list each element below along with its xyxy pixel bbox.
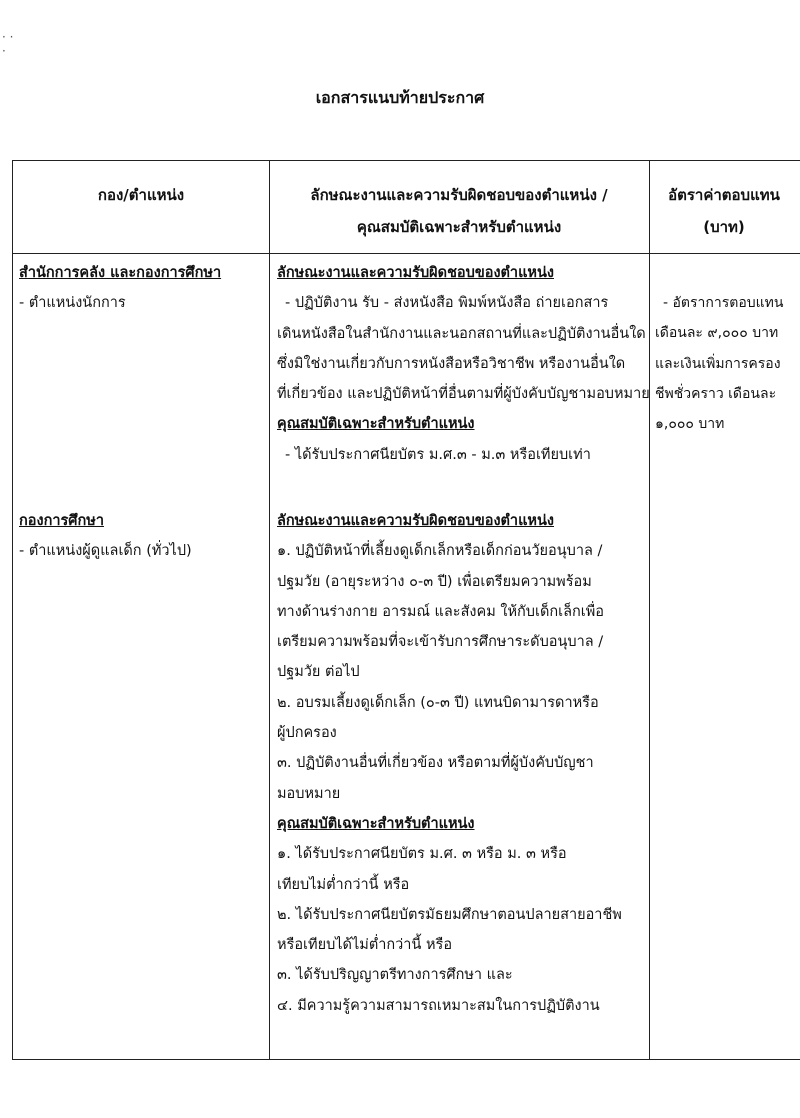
section1-duties-cell	[277, 258, 649, 470]
section1-pay-cell	[655, 288, 795, 439]
section2-qual-heading: คุณสมบัติเฉพาะสำหรับตำแหน่ง	[277, 815, 475, 832]
section1-duty-line: - ปฏิบัติงาน รับ - ส่งหนังสือ พิมพ์หนังสือ ถ่ายเอกสาร	[285, 295, 609, 312]
section2-department-cell	[19, 506, 269, 567]
header-duties-line2: คุณสมบัติเฉพาะสำหรับตำแหน่ง	[356, 218, 562, 236]
attachment-table	[12, 160, 800, 1060]
section1-pay-line: - อัตราการตอบแทน	[663, 295, 784, 311]
section2-duty-line: ๒. อบรมเลี้ยงดูเด็กเล็ก (๐-๓ ปี) แทนบิดามารดาหรือ	[277, 694, 599, 711]
section2-duties-cell	[277, 506, 649, 1021]
section2-duty-line: ปฐมวัย (อายุระหว่าง ๐-๓ ปี) เพื่อเตรียมความพร้อม	[277, 573, 592, 590]
header-department: กอง/ตำแหน่ง	[97, 186, 185, 204]
section2-duty-line: ๓. ปฏิบัติงานอื่นที่เกี่ยวข้อง หรือตามที่ผู้บังคับบัญชา	[277, 755, 594, 772]
section2-duty-line: ทางด้านร่างกาย อารมณ์ และสังคม ให้กับเด็กเล็กเพื่อ	[277, 603, 604, 620]
section1-duty-line: เดินหนังสือในสำนักงานและนอกสถานที่และปฏิบัติงานอื่นใด	[277, 325, 646, 342]
section1-qual-line: - ได้รับประกาศนียบัตร ม.ศ.๓ - ม.๓ หรือเทียบเท่า	[285, 446, 591, 463]
section2-duty-line: เตรียมความพร้อมที่จะเข้ารับการศึกษาระดับอนุบาล /	[277, 634, 604, 651]
section2-qual-line: เทียบไม่ต่ำกว่านี้ หรือ	[277, 876, 410, 893]
column-divider-2	[649, 161, 650, 1059]
section2-qual-line: ๓. ได้รับปริญญาตรีทางการศึกษา และ	[277, 967, 513, 984]
header-duties-line1: ลักษณะงานและความรับผิดชอบของตำแหน่ง /	[310, 186, 608, 204]
section2-position: - ตำแหน่งผู้ดูแลเด็ก (ทั่วไป)	[19, 543, 192, 560]
section2-duty-line: ปฐมวัย ต่อไป	[277, 664, 360, 681]
page-title: เอกสารแนบท้ายประกาศ	[315, 88, 485, 107]
section1-department-cell	[19, 258, 269, 319]
header-pay-line1: อัตราค่าตอบแทน	[668, 186, 780, 204]
section2-qual-line: ๑. ได้รับประกาศนียบัตร ม.ศ. ๓ หรือ ม. ๓ หรือ	[277, 846, 567, 863]
header-pay-line2: (บาท)	[703, 218, 745, 236]
section2-qual-line: ๒. ได้รับประกาศนียบัตรมัธยมศึกษาตอนปลายสายอาชีพ	[277, 906, 622, 923]
section2-duty-line: ผู้ปกครอง	[277, 725, 337, 742]
scan-speck: · · ·	[2, 30, 14, 58]
section2-duty-line: ๑. ปฏิบัติหน้าที่เลี้ยงดูเด็กเล็กหรือเด็กก่อนวัยอนุบาล /	[277, 543, 603, 560]
section1-pay-line: ๑,๐๐๐ บาท	[655, 416, 725, 433]
section2-duty-line: มอบหมาย	[277, 785, 341, 802]
column-divider-1	[269, 161, 270, 1059]
section1-duties-heading: ลักษณะงานและความรับผิดชอบของตำแหน่ง	[277, 265, 554, 281]
section1-position: - ตำแหน่งนักการ	[19, 295, 126, 312]
section1-duty-line: ที่เกี่ยวข้อง และปฏิบัติหน้าที่อื่นตามที่ผู้บังคับบัญชามอบหมาย	[277, 386, 650, 403]
section1-pay-line: และเงินเพิ่มการครอง	[655, 355, 781, 372]
section1-pay-line: เดือนละ ๙,๐๐๐ บาท	[655, 325, 779, 342]
section2-department: กองการศึกษา	[19, 513, 104, 529]
section1-pay-line: ชีพชั่วคราว เดือนละ	[655, 385, 777, 402]
section2-qual-line: ๔. มีความรู้ความสามารถเหมาะสมในการปฏิบัติงาน	[277, 997, 600, 1014]
header-pay	[649, 179, 799, 243]
section1-department: สำนักการคลัง และกองการศึกษา	[19, 265, 222, 281]
section1-duty-line: ซึ่งมิใช่งานเกี่ยวกับการหนังสือหรือวิชาชีพ หรืองานอื่นใด	[277, 355, 626, 372]
section2-qual-line: หรือเทียบได้ไม่ต่ำกว่านี้ หรือ	[277, 937, 453, 954]
header-divider	[13, 253, 800, 254]
section2-duties-heading: ลักษณะงานและความรับผิดชอบของตำแหน่ง	[277, 513, 554, 529]
header-duties	[269, 179, 649, 243]
section1-qual-heading: คุณสมบัติเฉพาะสำหรับตำแหน่ง	[277, 416, 475, 433]
